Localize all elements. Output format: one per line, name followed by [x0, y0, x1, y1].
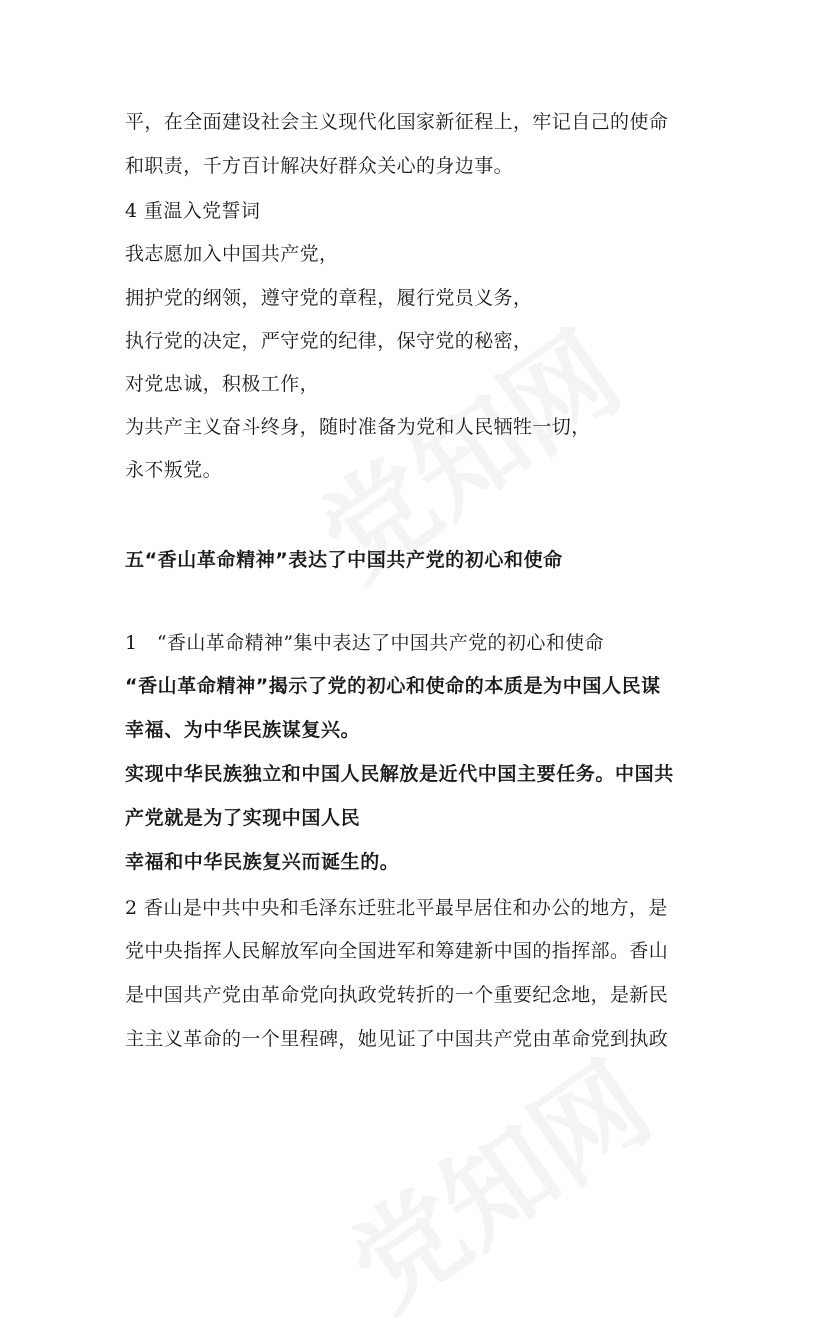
oath-line: 执行党的决定，严守党的纪律，保守党的秘密， — [125, 330, 533, 352]
body-text-line: 2 香山是中共中央和毛泽东迁驻北平最早居住和办公的地方，是 — [125, 897, 668, 919]
oath-line: 我志愿加入中国共产党， — [125, 243, 339, 265]
oath-line: 为共产主义奋斗终身，随时准备为党和人民牺牲一切， — [125, 416, 591, 438]
subsection-heading-1: 1 “香山革命精神”集中表达了中国共产党的初心和使命 — [125, 632, 604, 654]
oath-line: 对党忠诚，积极工作， — [125, 373, 320, 395]
chapter-heading: 五“香山革命精神”表达了中国共产党的初心和使命 — [125, 549, 563, 571]
body-text-line: 平，在全面建设社会主义现代化国家新征程上，牢记自己的使命 — [125, 111, 669, 133]
section-heading-4: 4 重温入党誓词 — [125, 200, 261, 222]
bold-text-line: 实现中华民族独立和中国人民解放是近代中国主要任务。中国共 — [125, 763, 674, 785]
oath-line: 拥护党的纲领，遵守党的章程，履行党员义务， — [125, 287, 533, 309]
bold-text-line: 幸福、为中华民族谋复兴。 — [125, 719, 361, 741]
oath-line: 永不叛党。 — [125, 459, 223, 481]
body-text-line: 主主义革命的一个里程碑，她见证了中国共产党由革命党到执政 — [125, 1028, 669, 1050]
bold-text-line: “香山革命精神”揭示了党的初心和使命的本质是为中国人民谋 — [125, 675, 661, 697]
body-text-line: 是中国共产党由革命党向执政党转折的一个重要纪念地，是新民 — [125, 984, 669, 1006]
body-text-line: 和职责，千方百计解决好群众关心的身边事。 — [125, 155, 514, 177]
bold-text-line: 产党就是为了实现中国人民 — [125, 807, 361, 829]
bold-text-line: 幸福和中华民族复兴而诞生的。 — [125, 851, 400, 873]
watermark — [315, 1020, 676, 1338]
body-text-line: 党中央指挥人民解放军向全国进军和筹建新中国的指挥部。香山 — [125, 940, 669, 962]
